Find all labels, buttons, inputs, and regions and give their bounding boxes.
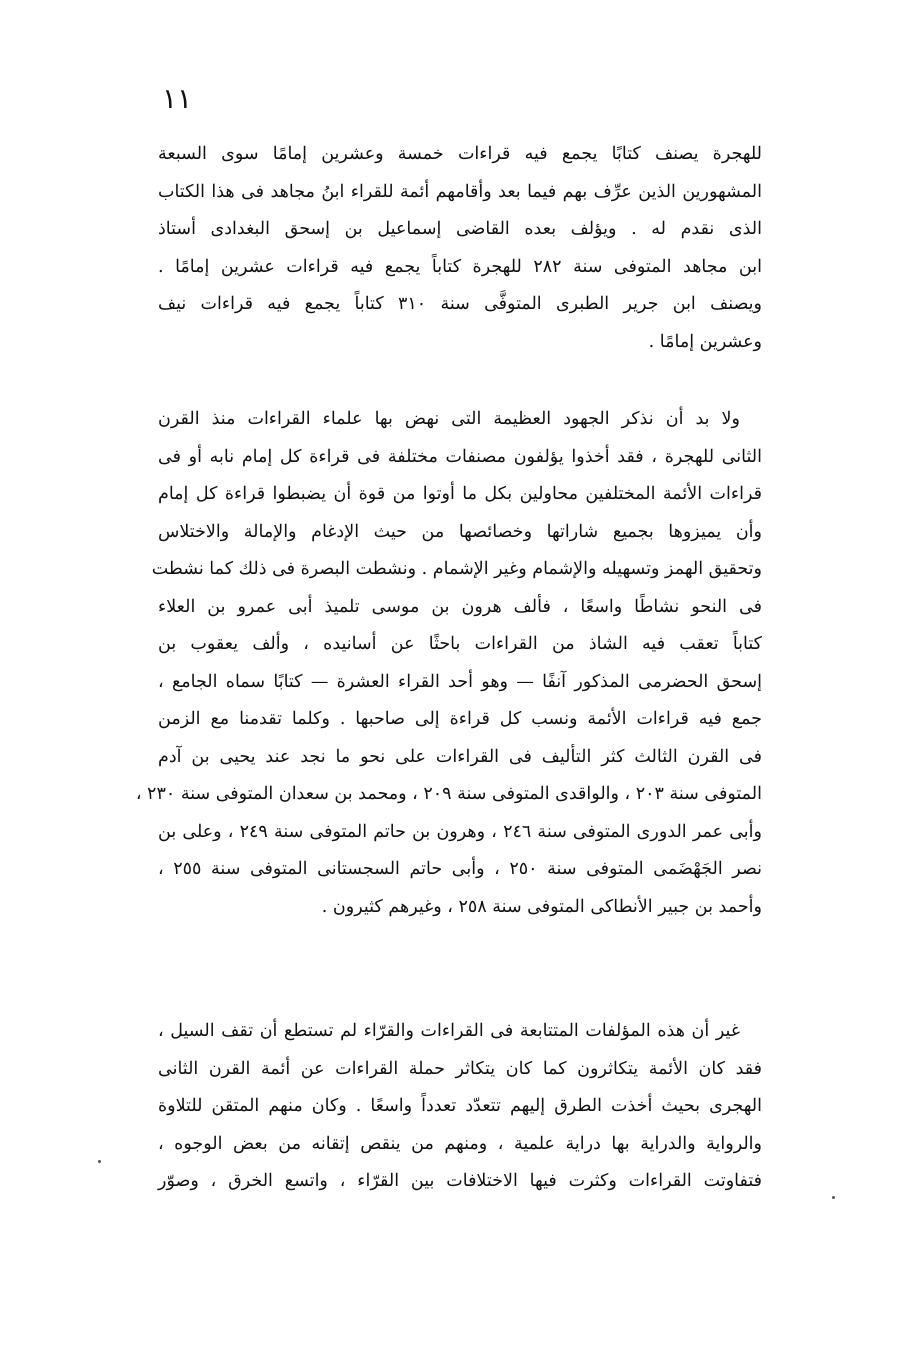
text-line: وأحمد بن جبير الأنطاكى المتوفى سنة ٢٥٨ ، وغيرهم كثيرون . — [321, 896, 762, 917]
paragraph-3 — [158, 1013, 762, 1201]
text-line: الذى نقدم له . ويؤلف بعده القاضى إسماعيل بن إسحق البغدادى أستاذ — [158, 219, 762, 239]
text-line: وعشرين إمامًا . — [648, 331, 762, 352]
text-line: وأبى عمر الدورى المتوفى سنة ٢٤٦ ، وهرون بن حاتم المتوفى سنة ٢٤٩ ، وعلى بن — [158, 821, 762, 842]
paragraph-2 — [135, 401, 763, 926]
text-line: نصر الجَهْضَمى المتوفى سنة ٢٥٠ ، وأبى حاتم السجستانى المتوفى سنة ٢٥٥ ، — [158, 859, 762, 879]
text-line: وتحقيق الهمز وتسهيله والإشمام وغير الإشمام . ونشطت البصرة فى ذلك كما نشطت — [151, 559, 762, 579]
text-line: فى القرن الثالث كثر التأليف فى القراءات على نحو ما نجد عند يحيى بن آدم — [158, 746, 762, 767]
margin-speck — [832, 1196, 835, 1199]
text-line: وأن يميزوها بجميع شاراتها وخصائصها من حيث الإدغام والإمالة والاختلاس — [158, 521, 762, 542]
text-line: الهجرى بحيث أخذت الطرق إليهم تتعدّد تعدداً واسعًا . وكان منهم المتقن للتلاوة — [158, 1096, 762, 1116]
text-line: المشهورين الذين عرِّف بهم فيما بعد وأقامهم أئمة للقراء ابنُ مجاهد فى هذا الكتاب — [158, 181, 762, 202]
text-line: ابن مجاهد المتوفى سنة ٢٨٢ للهجرة كتاباً يجمع فيه قراءات عشرين إمامًا . — [158, 256, 762, 277]
text-line: فتفاوتت القراءات وكثرت فيها الاختلافات بين القرّاء ، واتسع الخرق ، وصوّر — [158, 1171, 762, 1191]
text-line: ويصنف ابن جرير الطبرى المتوفَّى سنة ٣١٠ كتاباً يجمع فيه قراءات نيف — [158, 294, 762, 314]
text-line: جمع فيه قراءات الأئمة ونسب كل قراءة إلى صاحبها . وكلما تقدمنا مع الزمن — [158, 709, 763, 729]
text-line: الثانى للهجرة ، فقد أخذوا يؤلفون مصنفات مختلفة فى قراءة كل إمام نابه أو فى — [158, 446, 762, 467]
text-line: فى النحو نشاطًا واسعًا ، فألف هرون بن موسى تلميذ أبى عمرو بن العلاء — [158, 596, 762, 617]
text-line: قراءات الأئمة المختلفين محاولين بكل ما أوتوا من قوة أن يضبطوا قراءة كل إمام — [158, 484, 762, 504]
text-line: والرواية والدراية بها دراية علمية ، ومنهم من ينقص إتقانه من بعض الوجوه ، — [158, 1133, 762, 1154]
text-line: فقد كان الأئمة يتكاثرون كما كان يتكاثر حملة القراءات عن أئمة القرن الثانى — [158, 1058, 762, 1079]
text-line: للهجرة يصنف كتابًا يجمع فيه قراءات خمسة وعشرين إمامًا سوى السبعة — [158, 144, 762, 164]
text-line: كتاباً تعقب فيه الشاذ من القراءات باحثًا عن أسانيده ، وألف يعقوب بن — [158, 634, 762, 654]
page-number: ١١ — [162, 82, 193, 115]
text-line: ولا بد أن نذكر الجهود العظيمة التى نهض بها علماء القراءات منذ القرن — [158, 409, 740, 429]
text-line: المتوفى سنة ٢٠٣ ، والواقدى المتوفى سنة ٢٠٩ ، ومحمد بن سعدان المتوفى سنة ٢٣٠ ، — [135, 784, 762, 804]
text-line: غير أن هذه المؤلفات المتتابعة فى القراءات والقرّاء لم تستطع أن تقف السيل ، — [158, 1021, 740, 1041]
paragraph-1 — [158, 136, 762, 361]
margin-speck — [98, 1160, 101, 1163]
text-line: إسحق الحضرمى المذكور آنفًا — وهو أحد القراء العشرة — كتابًا سماه الجامع ، — [158, 671, 762, 692]
